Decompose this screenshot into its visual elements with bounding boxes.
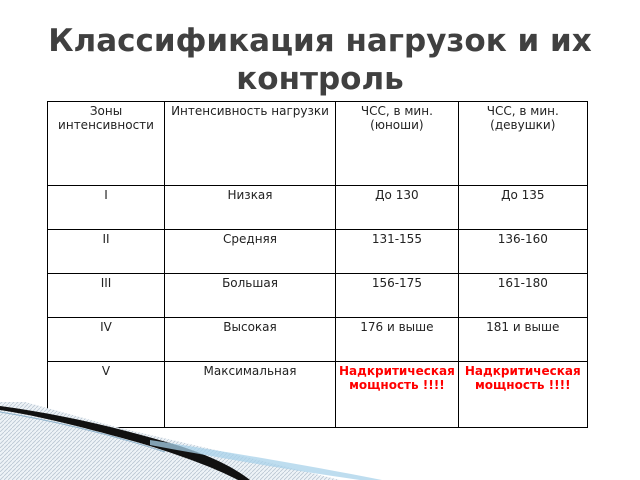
intensity-cell: Большая (165, 274, 336, 318)
zone-cell: II (48, 230, 165, 274)
header-hr-boys: ЧСС, в мин. (юноши) (336, 102, 459, 186)
header-intensity: Интенсивность нагрузки (165, 102, 336, 186)
header-hr-girls: ЧСС, в мин. (девушки) (458, 102, 587, 186)
zone-cell: III (48, 274, 165, 318)
hr-boys-cell: До 130 (336, 186, 459, 230)
slide-title: Классификация нагрузок и их контроль (48, 23, 592, 97)
intensity-cell: Высокая (165, 318, 336, 362)
zone-cell: IV (48, 318, 165, 362)
intensity-cell: Средняя (165, 230, 336, 274)
hr-girls-cell: До 135 (458, 186, 587, 230)
zone-cell: V (48, 362, 165, 428)
intensity-cell: Максимальная (165, 362, 336, 428)
hr-boys-cell: 131-155 (336, 230, 459, 274)
hr-girls-critical-cell: Надкритическая мощность !!!! (458, 362, 587, 428)
hr-girls-cell: 161-180 (458, 274, 587, 318)
intensity-cell: Низкая (165, 186, 336, 230)
hr-boys-cell: 156-175 (336, 274, 459, 318)
zone-cell: I (48, 186, 165, 230)
hr-girls-cell: 136-160 (458, 230, 587, 274)
hr-boys-critical-cell: Надкритическая мощность !!!! (336, 362, 459, 428)
header-zones: Зоны интенсивности (48, 102, 165, 186)
hr-girls-cell: 181 и выше (458, 318, 587, 362)
hr-boys-cell: 176 и выше (336, 318, 459, 362)
